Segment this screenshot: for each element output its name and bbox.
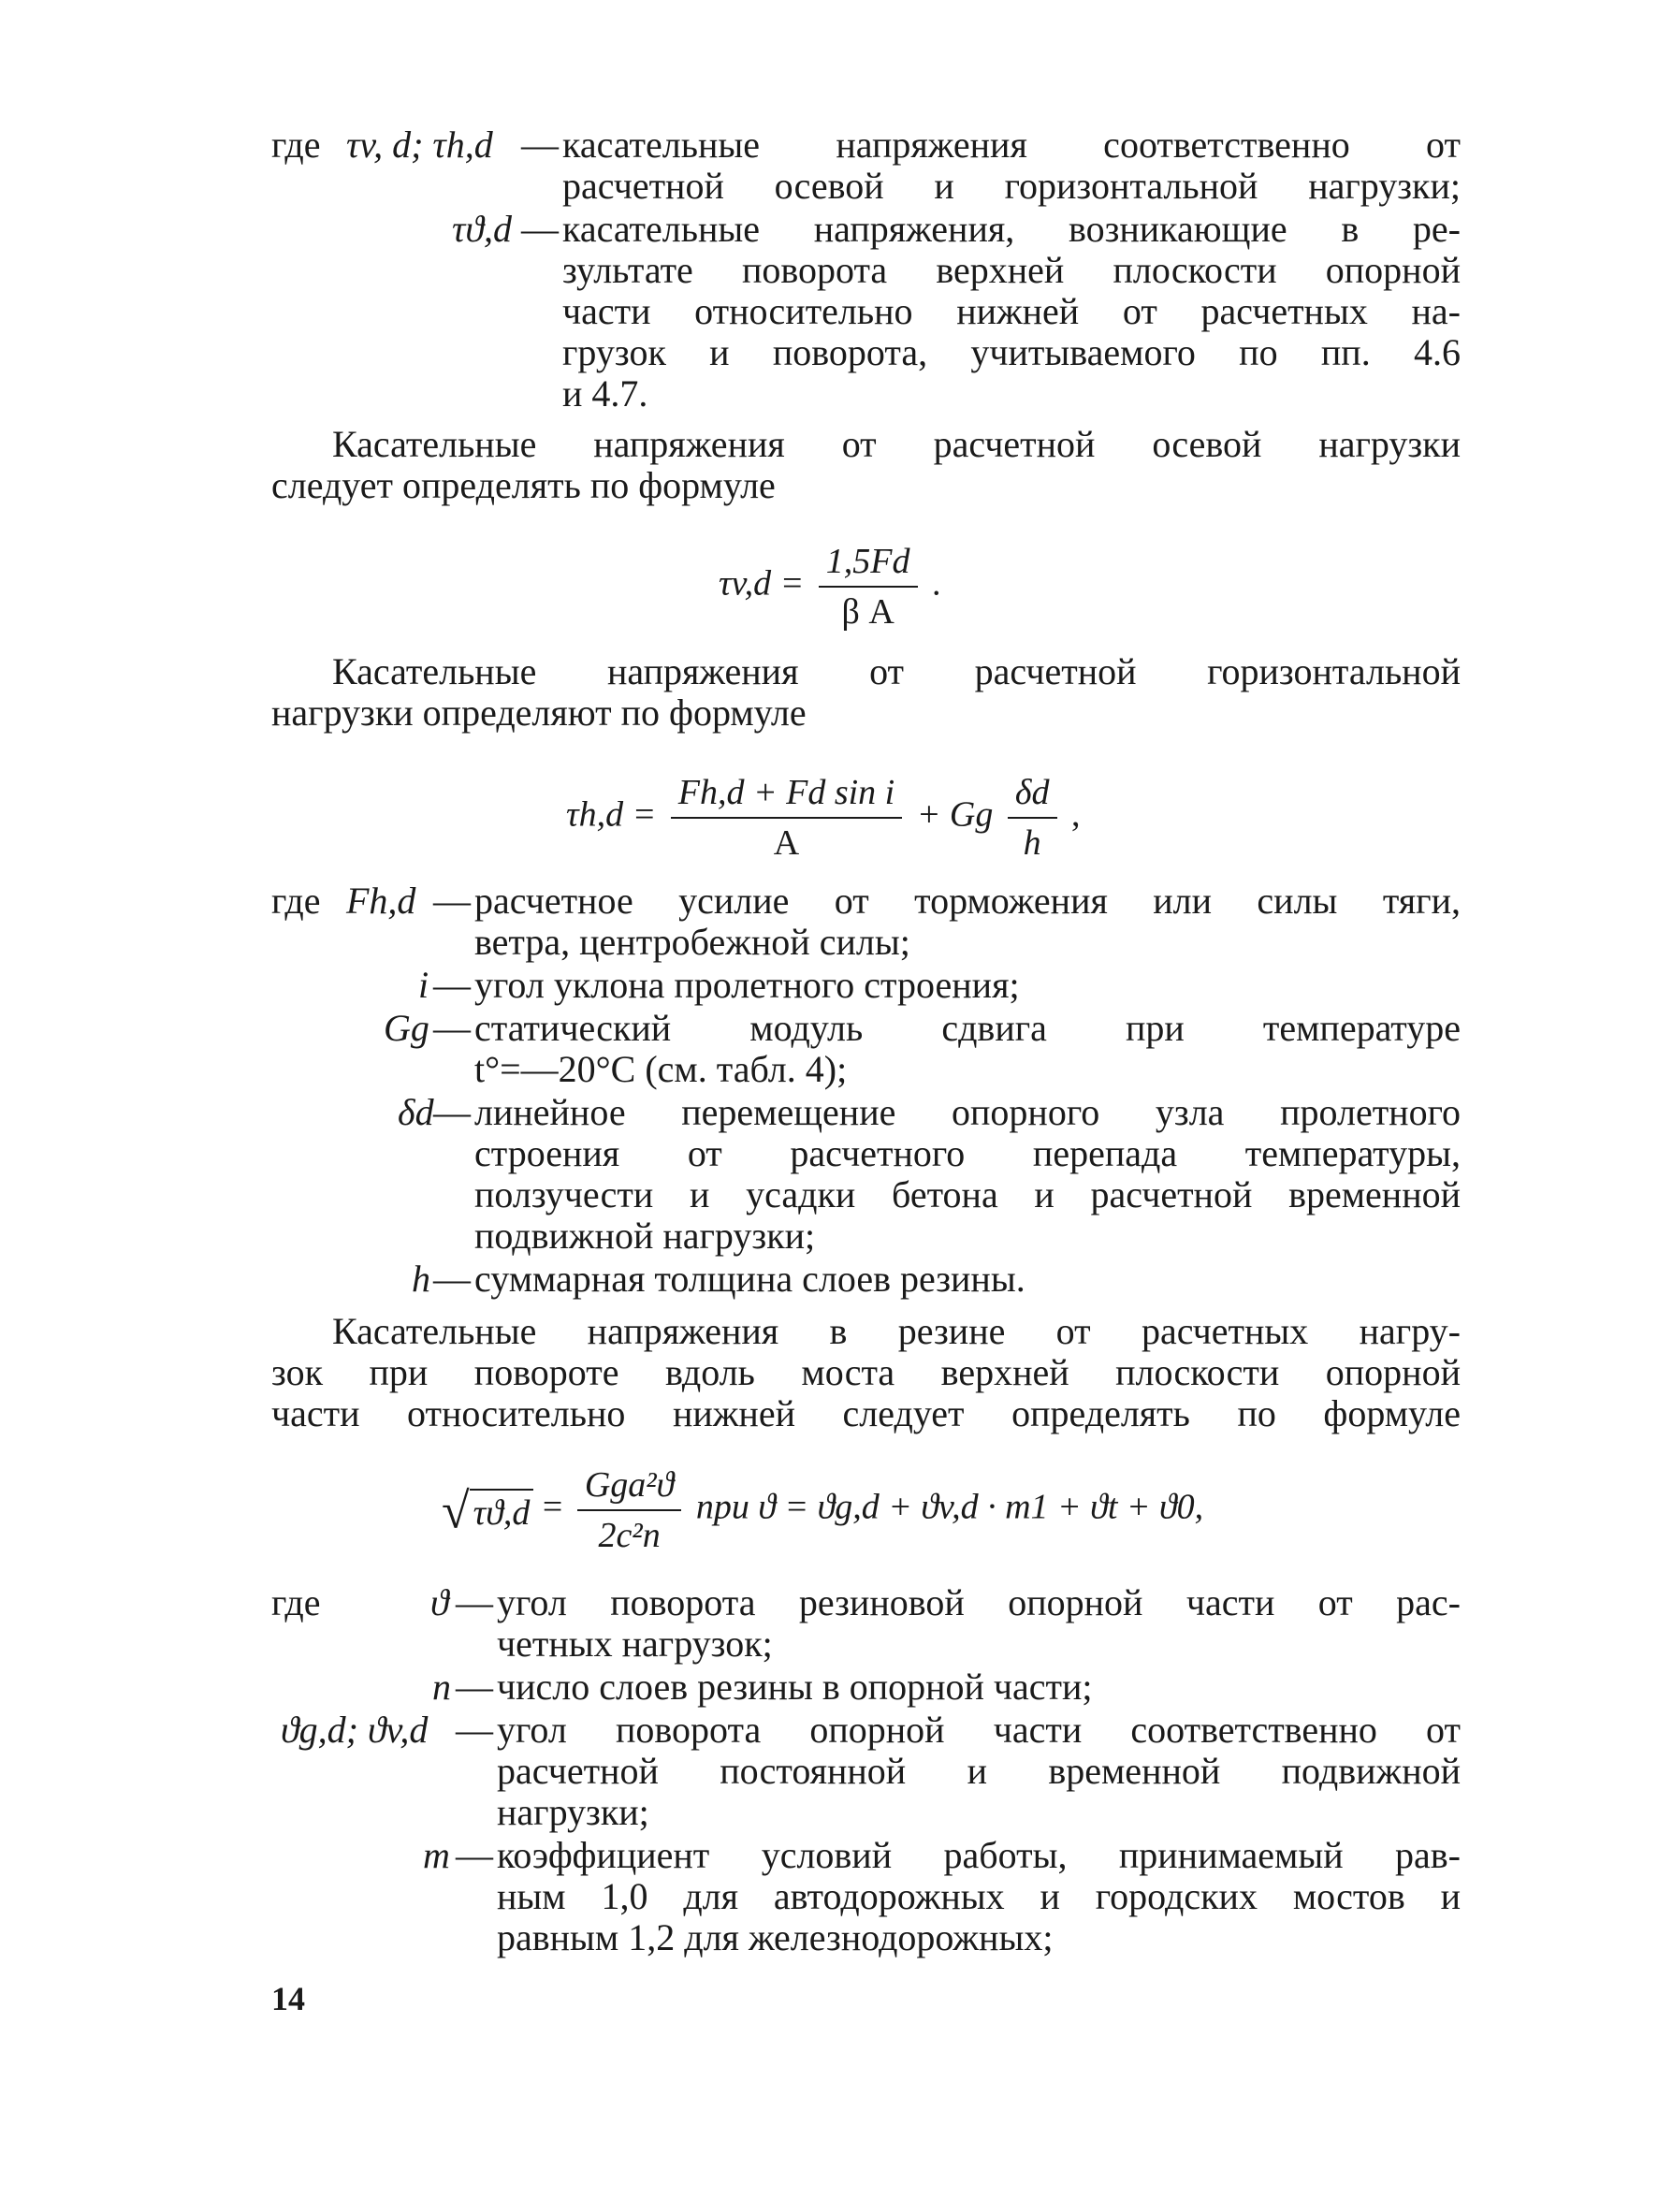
- def-text-line: касательные напряжения соответственно от: [562, 124, 1461, 166]
- square-root: [442, 1482, 533, 1539]
- def-symbol: τv, d; τh,d: [346, 124, 493, 166]
- def-dash: —: [433, 1091, 471, 1133]
- def-text-line: касательные напряжения, возникающие в ре-: [562, 208, 1461, 250]
- formula-condition: при ϑ = ϑg,d + ϑv,d · m1 + ϑt + ϑ0,: [695, 1487, 1204, 1527]
- def-text-line: четных нагрузок;: [497, 1623, 773, 1665]
- paragraph-line: Касательные напряжения от расчетной горизонтальной: [332, 650, 1461, 692]
- formula-horizontal: [566, 772, 1081, 864]
- def-symbol: δd: [398, 1091, 434, 1133]
- fraction-denominator: A: [773, 823, 800, 863]
- def-lead: где: [271, 880, 321, 922]
- def-text-line: линейное перемещение опорного узла пролетного: [474, 1091, 1461, 1133]
- def-text-line: коэффициент условий работы, принимаемый рав-: [497, 1834, 1461, 1876]
- paragraph-line: части относительно нижней следует определять по формуле: [271, 1392, 1461, 1434]
- fraction-numerator: Fh,d + Fd sin i: [671, 772, 902, 819]
- def-dash: —: [521, 208, 559, 250]
- def-text-line: угол поворота опорной части соответственно от: [497, 1709, 1461, 1751]
- def-text-line: части относительно нижней от расчетных на-: [562, 290, 1461, 332]
- def-dash: —: [433, 964, 471, 1006]
- formula-end: ,: [1071, 794, 1081, 835]
- formula-lhs: τv,d =: [719, 563, 805, 604]
- def-dash: —: [456, 1834, 493, 1876]
- def-dash: —: [456, 1581, 493, 1623]
- def-text-line: расчетной постоянной и временной подвижной: [497, 1750, 1461, 1792]
- paragraph-line: нагрузки определяют по формуле: [271, 691, 807, 734]
- def-lead: где: [271, 124, 321, 166]
- def-text-line: зультате поворота верхней плоскости опорной: [562, 249, 1461, 291]
- formula-lhs: τh,d =: [566, 794, 657, 835]
- def-text-line: расчетное усилие от торможения или силы тяги,: [474, 880, 1461, 922]
- def-text-line: ползучести и усадки бетона и расчетной временной: [474, 1173, 1461, 1215]
- def-symbol: n: [432, 1666, 451, 1708]
- paragraph-line: следует определять по формуле: [271, 464, 776, 506]
- def-dash: —: [433, 880, 471, 922]
- def-text-line: и 4.7.: [562, 372, 648, 415]
- def-text-line: число слоев резины в опорной части;: [497, 1666, 1093, 1708]
- def-text-line: статический модуль сдвига при температуре: [474, 1007, 1461, 1049]
- def-text-line: угол уклона пролетного строения;: [474, 964, 1020, 1006]
- def-symbol: Fh,d: [346, 880, 416, 922]
- def-text-line: равным 1,2 для железнодорожных;: [497, 1916, 1054, 1958]
- formula-rotation: [442, 1464, 1203, 1556]
- def-dash: —: [433, 1007, 471, 1049]
- def-symbol: h: [412, 1258, 430, 1300]
- def-dash: —: [456, 1666, 493, 1708]
- def-dash: —: [456, 1709, 493, 1751]
- def-text-line: ветра, центробежной силы;: [474, 921, 910, 963]
- fraction: [577, 1464, 681, 1556]
- def-symbol: ϑg,d; ϑv,d: [281, 1709, 429, 1751]
- def-symbol: i: [418, 964, 429, 1006]
- def-text-line: грузок и поворота, учитываемого по пп. 4.6: [562, 331, 1461, 373]
- def-text-line: суммарная толщина слоев резины.: [474, 1258, 1025, 1300]
- def-symbol: ϑ: [430, 1581, 449, 1623]
- fraction-numerator: δd: [1008, 772, 1057, 819]
- fraction-denominator: h: [1023, 823, 1041, 863]
- def-text-line: ным 1,0 для автодорожных и городских мостов и: [497, 1875, 1461, 1917]
- formula-mid: + Gg: [916, 794, 994, 835]
- fraction-denominator: β A: [841, 592, 894, 632]
- paragraph-line: Касательные напряжения в резине от расчетных нагру-: [332, 1310, 1461, 1352]
- def-symbol: m: [423, 1834, 450, 1876]
- def-symbol: τϑ,d: [452, 208, 512, 250]
- def-dash: —: [433, 1258, 471, 1300]
- formula-axial: [719, 541, 941, 633]
- formula-equals: =: [542, 1487, 563, 1527]
- def-dash: —: [521, 124, 559, 166]
- fraction: [819, 541, 918, 633]
- page-number: 14: [271, 1980, 305, 2017]
- def-text-line: подвижной нагрузки;: [474, 1215, 816, 1257]
- fraction-numerator: Gga²ϑ: [577, 1464, 681, 1511]
- def-text-line: строения от расчетного перепада температуры,: [474, 1132, 1461, 1174]
- fraction: [671, 772, 902, 864]
- def-symbol: Gg: [384, 1007, 429, 1049]
- formula-end: .: [932, 563, 941, 604]
- fraction-denominator: 2c²n: [598, 1516, 661, 1555]
- radicand: τϑ,d: [470, 1489, 534, 1534]
- def-text-line: расчетной осевой и горизонтальной нагрузки;: [562, 165, 1461, 207]
- radical-sign: √: [442, 1482, 470, 1539]
- fraction-numerator: 1,5Fd: [819, 541, 918, 588]
- def-text-line: нагрузки;: [497, 1791, 649, 1833]
- paragraph-line: зок при повороте вдоль моста верхней плоскости опорной: [271, 1351, 1461, 1393]
- paragraph-line: Касательные напряжения от расчетной осевой нагрузки: [332, 423, 1461, 465]
- def-text-line: угол поворота резиновой опорной части от рас-: [497, 1581, 1461, 1623]
- def-text-line: t°=—20°С (см. табл. 4);: [474, 1048, 848, 1090]
- fraction: [1008, 772, 1057, 864]
- def-lead: где: [271, 1581, 321, 1623]
